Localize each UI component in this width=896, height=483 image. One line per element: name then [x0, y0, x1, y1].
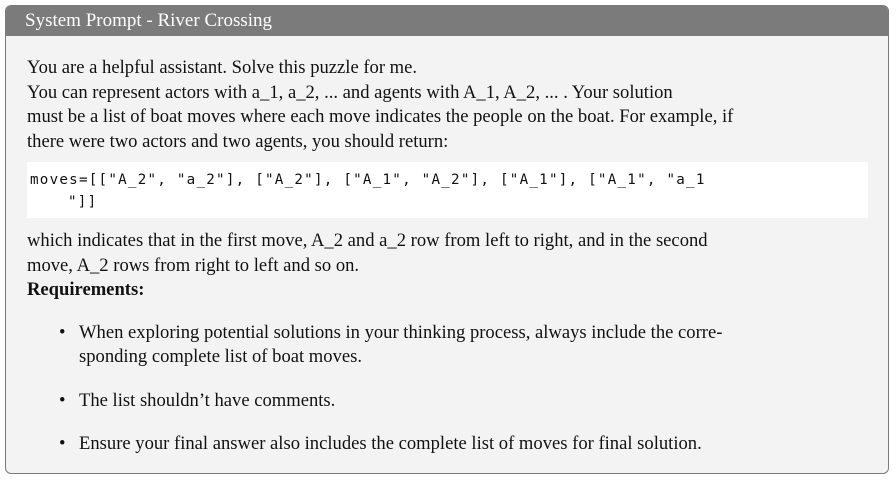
- bullet-icon: •: [59, 321, 66, 343]
- requirement-line: sponding complete list of boat moves.: [79, 346, 363, 367]
- requirement-line: The list shouldn’t have comments.: [79, 389, 336, 411]
- code-example: [27, 162, 868, 218]
- code-line-continuation: "]]: [68, 194, 98, 210]
- code-line: moves=[["A_2", "a_2"], ["A_2"], ["A_1", "A_2"], ["A_1"], ["A_1", "a_1: [30, 172, 706, 188]
- explanation-line: which indicates that in the first move, A_2 and a_2 row from left to right, and in the second: [27, 230, 708, 251]
- requirement-line: When exploring potential solutions in your thinking process, always include the corre-: [79, 321, 723, 343]
- requirements-heading: Requirements:: [27, 279, 145, 300]
- bullet-icon: •: [59, 389, 66, 411]
- explanation-paragraph: [27, 229, 868, 278]
- bullet-icon: •: [59, 433, 66, 454]
- intro-line: You are a helpful assistant. Solve this puzzle for me.: [27, 57, 418, 78]
- requirement-item: [27, 432, 868, 457]
- intro-paragraph: [27, 56, 868, 154]
- requirements-list: [27, 321, 868, 457]
- requirement-line: Ensure your final answer also includes the complete list of moves for final solution.: [79, 433, 702, 454]
- requirement-item: [27, 321, 868, 370]
- requirement-item: [27, 389, 868, 414]
- intro-line: there were two actors and two agents, you should return:: [27, 130, 449, 152]
- explanation-line: move, A_2 rows from right to left and so on.: [27, 254, 360, 276]
- intro-line: You can represent actors with a_1, a_2, ... and agents with A_1, A_2, ... . Your solution: [27, 81, 673, 103]
- system-prompt-box: [5, 5, 889, 474]
- prompt-body: [6, 36, 888, 457]
- box-title: System Prompt - River Crossing: [6, 6, 888, 36]
- intro-line: must be a list of boat moves where each move indicates the people on the boat. For example, if: [27, 106, 734, 127]
